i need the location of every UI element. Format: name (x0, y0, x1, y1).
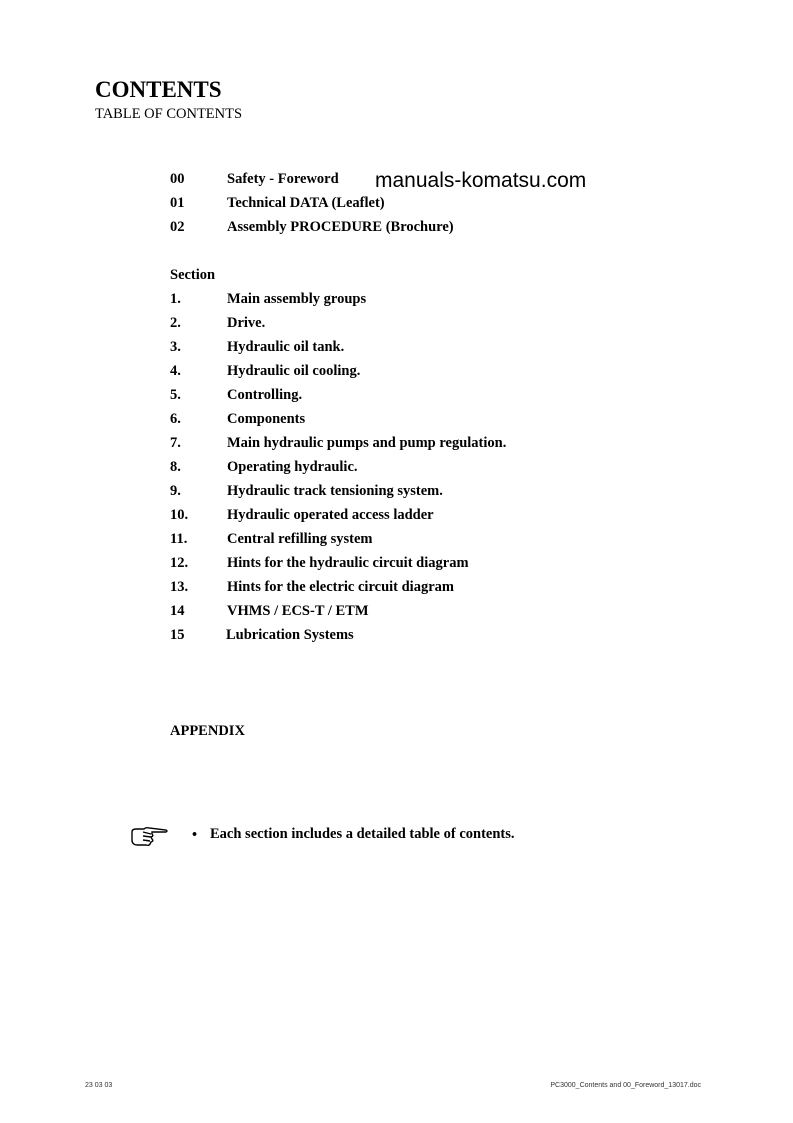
page-subtitle: TABLE OF CONTENTS (95, 106, 243, 122)
section-number: 6. (170, 411, 181, 427)
section-label: Main hydraulic pumps and pump regulation. (227, 435, 507, 451)
section-number: 2. (170, 315, 181, 331)
section-number: 3. (170, 339, 181, 355)
appendix-heading: APPENDIX (170, 723, 245, 739)
footer-filename: PC3000_Contents and 00_Foreword_13017.doc (550, 1082, 701, 1089)
section-label: VHMS / ECS-T / ETM (227, 603, 369, 619)
watermark: manuals-komatsu.com (375, 169, 587, 192)
section-label: Hydraulic oil cooling. (227, 363, 361, 379)
section-label: Central refilling system (227, 531, 373, 547)
section-number: 7. (170, 435, 181, 451)
section-label: Hydraulic oil tank. (227, 339, 345, 355)
section-label: Drive. (227, 315, 266, 331)
section-number: 11. (170, 531, 188, 547)
section-number: 12. (170, 555, 189, 571)
section-number: 8. (170, 459, 181, 475)
section-label: Hints for the electric circuit diagram (227, 579, 454, 595)
section-heading: Section (170, 267, 216, 283)
section-label: Hints for the hydraulic circuit diagram (227, 555, 469, 571)
section-number: 1. (170, 291, 181, 307)
section-number: 15 (170, 627, 185, 643)
page-title: CONTENTS (95, 77, 222, 102)
section-label: Controlling. (227, 387, 303, 403)
bullet: • (192, 827, 198, 843)
section-label: Components (227, 411, 306, 427)
section-number: 10. (170, 507, 189, 523)
section-number: 13. (170, 579, 189, 595)
section-number: 4. (170, 363, 181, 379)
section-label: Main assembly groups (227, 291, 367, 307)
footer-date: 23 03 03 (85, 1082, 113, 1089)
section-number: 14 (170, 603, 185, 619)
pointing-hand-icon (130, 826, 170, 848)
section-number: 5. (170, 387, 181, 403)
section-label: Hydraulic operated access ladder (227, 507, 434, 523)
section-label: Hydraulic track tensioning system. (227, 483, 443, 499)
section-number: 9. (170, 483, 181, 499)
note-text: Each section includes a detailed table of contents. (210, 826, 515, 842)
section-label: Lubrication Systems (226, 627, 354, 643)
document-page: CONTENTS TABLE OF CONTENTS manuals-komatsu.com 00 Safety - Foreword 01 Technical DATA (Leaflet) 02 Assembly PROCEDURE (Brochure) Section 1. Main assembly groups 2. Drive. 3. Hydraulic oil tank. 4. Hydraulic oil cooling. 5. Controlling. 6. Components 7. Main hydraulic pumps and pump regulation. 8. Operating hydraulic. 9. Hydraulic track tensioning system. 10. Hydraulic operated access ladder 11. Central refilling system 12. Hints for the hydraulic circuit diagram 13. Hints for the electric circuit diagram 14 VHMS / ECS-T / ETM 15 Lubrication Systems APPENDIX • Each section includes a detailed table of contents. 23 03 03 PC3000_Contents and 00_Foreword_13017.doc (0, 0, 793, 1123)
section-label: Operating hydraulic. (227, 459, 358, 475)
